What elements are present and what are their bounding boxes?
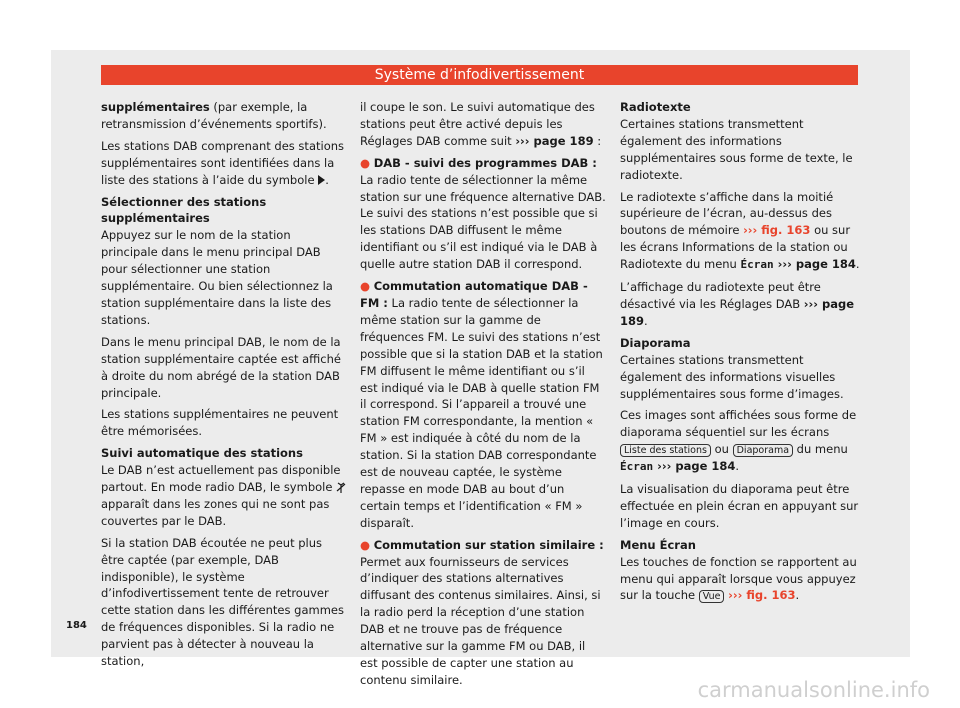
bullet-icon: ●: [360, 537, 371, 552]
column-1: [101, 99, 347, 675]
bullet-icon: ●: [360, 279, 371, 294]
paragraph: Les stations DAB comprenant des stations supplémentaires sont identifiées dans la liste des stations à l’aide du symbole .: [101, 138, 345, 187]
paragraph: Ces images sont affichées sous forme de diaporama séquentiel sur les écrans Liste des stations ou Diaporama du menu Écran ››› page 184.: [620, 408, 857, 474]
section-heading: Menu Écran: [620, 537, 696, 552]
page-reference-link[interactable]: ››› page 189: [515, 133, 594, 148]
section-heading: Suivi automatique des stations: [101, 446, 303, 461]
key-liste-des-stations: Liste des stations: [620, 444, 711, 457]
column-2: [360, 99, 606, 694]
watermark: carmanualsonline.info: [697, 678, 930, 702]
page-reference-link[interactable]: ››› page 189: [620, 296, 855, 328]
section-heading: Diaporama: [620, 335, 691, 350]
figure-reference-link[interactable]: ››› fig. 163: [728, 588, 796, 603]
page-reference-link[interactable]: ››› page 184: [653, 459, 736, 474]
key-diaporama: Diaporama: [733, 444, 793, 457]
section-heading: Radiotexte: [620, 100, 691, 114]
paragraph: Appuyez sur le nom de la station principale dans le menu principal DAB pour sélectionner une station supplémentaire. Ou bien sélectionnez la station supplémentaire dans la liste des stations.: [101, 228, 333, 327]
bullet-item: ● Commutation sur station similaire : Permet aux fournisseurs de services d’indiquer des stations alternatives diffusant des contenus similaires. Ainsi, si la radio perd la réception d’une station DAB et ne trouve pas de fréquence alternative sur la gamme FM ou DAB, il est possible de capter une station au contenu similaire.: [360, 537, 604, 687]
key-vue: Vue: [699, 590, 725, 603]
paragraph: Le DAB n’est actuellement pas disponible partout. En mode radio DAB, le symbole apparaît dans les zones qui ne sont pas couvertes par le DAB.: [101, 462, 347, 530]
paragraph: il coupe le son. Le suivi automatique des stations peut être activé depuis les Réglages DAB comme suit ››› page 189 :: [360, 100, 602, 148]
paragraph: Les stations supplémentaires ne peuvent être mémorisées.: [101, 407, 339, 439]
page-number: 184: [66, 620, 87, 631]
paragraph: Le radiotexte s’affiche dans la moitié supérieure de l’écran, au-dessus des boutons de mémoire ››› fig. 163 ou sur les écrans Informations de la station ou Radiotexte du menu Écran ››› page 184.: [620, 189, 860, 272]
page-header: Système d’infodivertissement: [101, 65, 858, 85]
paragraph: Certaines stations transmettent également des informations supplémentaires sous forme de texte, le radiotexte.: [620, 116, 853, 182]
column-3: [620, 99, 860, 609]
paragraph: L’affichage du radiotexte peut être désactivé via les Réglages DAB ››› page 189.: [620, 280, 855, 328]
paragraph: Si la station DAB écoutée ne peut plus être captée (par exemple, DAB indisponible), le système d’infodivertissement tente de retrouver cette station dans les différentes gammes de fréquences disponibles. Si la radio ne parvient pas à détecter à nouveau la station,: [101, 535, 344, 669]
figure-reference-link[interactable]: ››› fig. 163: [743, 223, 811, 238]
section-heading: Sélectionner des stations supplémentaires: [101, 194, 267, 226]
paragraph: supplémentaires (par exemple, la retransmission d’événements sportifs).: [101, 100, 327, 131]
bullet-item: ● Commutation automatique DAB - FM : La radio tente de sélectionner la même station sur la gamme de fréquences FM. Le suivi des stations n’est possible que si la station DAB et la station FM diffusent le même identifiant ou s’il est indiqué via le DAB à quelle station FM il correspond. Si l’appareil a trouvé une station FM correspondante, la mention « FM » est indiquée à côté du nom de la station. Si la station DAB correspondante est de nouveau captée, le système repasse en mode DAB au bout d’un certain temps et l’identification « FM » disparaît.: [360, 279, 603, 530]
paragraph: Dans le menu principal DAB, le nom de la station supplémentaire captée est affiché à droite du nom abrégé de la station DAB principale.: [101, 334, 341, 400]
bullet-item: ● DAB - suivi des programmes DAB : La radio tente de sélectionner la même station sur une fréquence alternative DAB. Le suivi des stations n’est possible que si les stations DAB diffusent le même identifiant ou s’il est indiqué via le DAB à quelle autre station DAB il correspond.: [360, 155, 606, 272]
paragraph: Les touches de fonction se rapportent au menu qui apparaît lorsque vous appuyez sur la touche Vue ››› fig. 163.: [620, 554, 857, 603]
paragraph: La visualisation du diaporama peut être effectuée en plein écran en appuyant sur l’image en cours.: [620, 482, 859, 530]
paragraph: Certaines stations transmettent également des informations visuelles supplémentaires sous forme d’images.: [620, 352, 844, 401]
bullet-icon: ●: [360, 155, 371, 170]
no-signal-antenna-icon: [336, 482, 346, 493]
page-reference-link[interactable]: ››› page 184: [773, 257, 856, 272]
